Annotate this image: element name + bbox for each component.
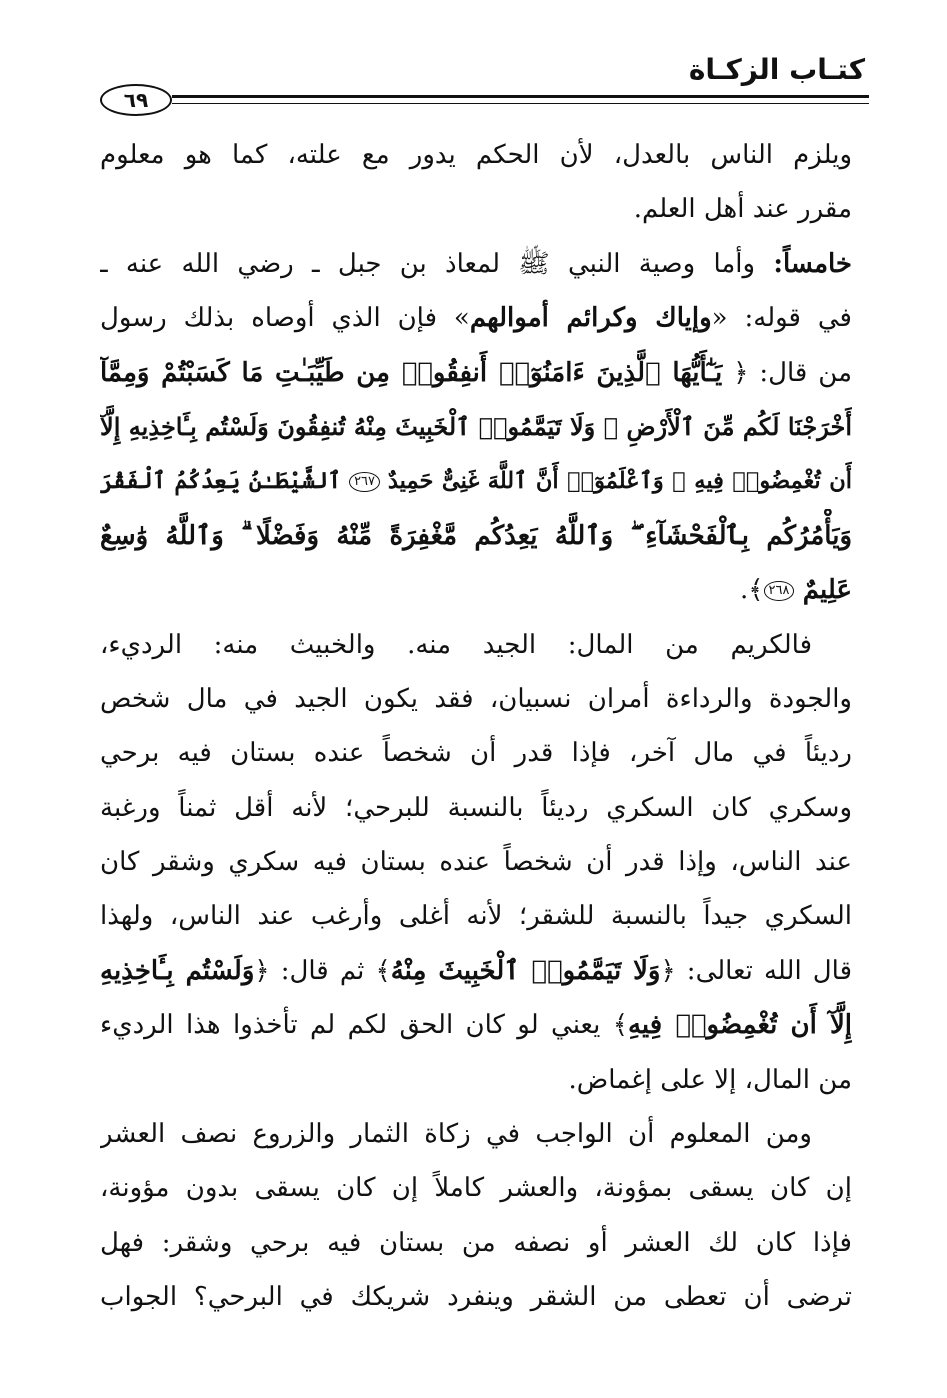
text-line: إن كان يسقى بمؤونة، والعشر كاملاً إن كان يسقى بدون مؤونة، <box>100 1173 852 1204</box>
quran-verse: يَـٰٓأَيُّهَا ٱلَّذِينَ ءَامَنُوٓا۟ أَنفِقُوا۟ مِن طَيِّبَـٰتِ مَا كَسَبْتُمْ وَمِمَّآ <box>100 357 723 388</box>
text-line: في قوله: «وإياك وكرائم أموالهم» فإن الذي أوصاه بذلك رسول <box>100 303 852 334</box>
text-line: عَلِيمٌ ٢٦٨﴾. <box>740 575 852 606</box>
text-line: إِلَّآ أَن تُغْمِضُوا۟ فِيهِ﴾ يعني لو كان الحق لكم لم تأخذوا هذا الرديء <box>100 1010 852 1041</box>
text-line: والجودة والرداءة أمران نسبيان، فقد يكون الجيد في مال شخص <box>100 683 852 714</box>
text-line: فالكريم من المال: الجيد منه. والخبيث منه: الرديء، <box>100 629 812 660</box>
text-line <box>100 509 852 563</box>
text-line: عند الناس، وإذا قدر أن شخصاً عنده بستان فيه سكري وشقر كان <box>100 847 852 878</box>
ayah-number-mark: ٢٦٧ <box>349 472 380 492</box>
section-label: خامساً: <box>773 248 852 279</box>
text-line: رديئاً في مال آخر، فإذا قدر أن شخصاً عنده بستان فيه برحي <box>100 738 852 769</box>
quran-verse: وَلَا تَيَمَّمُوا۟ ٱلْخَبِيثَ مِنْهُ <box>390 955 661 986</box>
ayah-number-mark: ٢٦٨ <box>764 581 795 601</box>
text-line <box>100 400 852 454</box>
page-body <box>100 128 852 1325</box>
quran-verse: أَخْرَجْنَا لَكُم مِّنَ ٱلْأَرْضِ ۖ وَلَا تَيَمَّمُوا۟ ٱلْخَبِيثَ مِنْهُ تُنفِقُونَ وَلَسْتُم بِـَٔاخِذِيهِ إِلَّآ <box>100 411 852 441</box>
running-header-title: كتـاب الزكـاة <box>688 53 865 86</box>
text-line: السكري جيداً بالنسبة للشقر؛ لأنه أغلى وأرغب عند الناس، ولهذا <box>100 901 852 932</box>
text-line: ويلزم الناس بالعدل، لأن الحكم يدور مع علته، كما هو معلوم <box>100 140 852 170</box>
text-line: ومن المعلوم أن الواجب في زكاة الثمار والزروع نصف العشر <box>100 1119 812 1150</box>
quran-verse: وَلَسْتُم بِـَٔاخِذِيهِ <box>100 955 255 986</box>
text-line: خامساً: وأما وصية النبي ﷺ لمعاذ بن جبل ـ رضي الله عنه ـ <box>100 248 852 279</box>
quran-verse: عَلِيمٌ <box>802 575 852 606</box>
text-line: قال الله تعالى: ﴿وَلَا تَيَمَّمُوا۟ ٱلْخَبِيثَ مِنْهُ﴾ ثم قال: ﴿وَلَسْتُم بِـَٔاخِذِيهِ <box>100 955 852 986</box>
text-line <box>100 454 852 508</box>
header-rule-thick <box>172 95 869 98</box>
text-line: وسكري كان السكري رديئاً بالنسبة للبرحي؛ لأنه أقل ثمناً ورغبة <box>100 792 852 823</box>
text-line: من قال: ﴿ يَـٰٓأَيُّهَا ٱلَّذِينَ ءَامَنُوٓا۟ أَنفِقُوا۟ مِن طَيِّبَـٰتِ مَا كَسَبْتُمْ وَمِمَّآ <box>100 357 852 388</box>
hadith-quote: وإياك وكرائم أموالهم <box>469 303 712 334</box>
quran-verse: إِلَّآ أَن تُغْمِضُوا۟ فِيهِ <box>627 1010 852 1041</box>
text-line: ترضى أن تعطى من الشقر وينفرد شريكك في البرحي؟ الجواب <box>100 1282 852 1313</box>
text-line: مقرر عند أهل العلم. <box>633 194 852 225</box>
quran-verse: ٱلشَّيْطَـٰنُ يَعِدُكُمُ ٱلْفَقْرَ <box>100 468 342 495</box>
header-rule-thin <box>172 103 869 104</box>
quran-verse: أَن تُغْمِضُوا۟ فِيهِ ۚ وَٱعْلَمُوٓا۟ أَنَّ ٱللَّهَ غَنِىٌّ حَمِيدٌ <box>387 468 852 495</box>
quran-verse: وَيَأْمُرُكُم بِٱلْفَحْشَآءِ ۖ وَٱللَّهُ يَعِدُكُم مَّغْفِرَةً مِّنْهُ وَفَضْلًا ۗ وَٱللَّهُ وَٰسِعٌ <box>100 520 852 551</box>
text-line: فإذا كان لك العشر أو نصفه من بستان فيه برحي وشقر: فهل <box>100 1227 852 1258</box>
page-number: ٦٩ <box>100 84 172 116</box>
text-line: من المال، إلا على إغماض. <box>568 1064 852 1095</box>
